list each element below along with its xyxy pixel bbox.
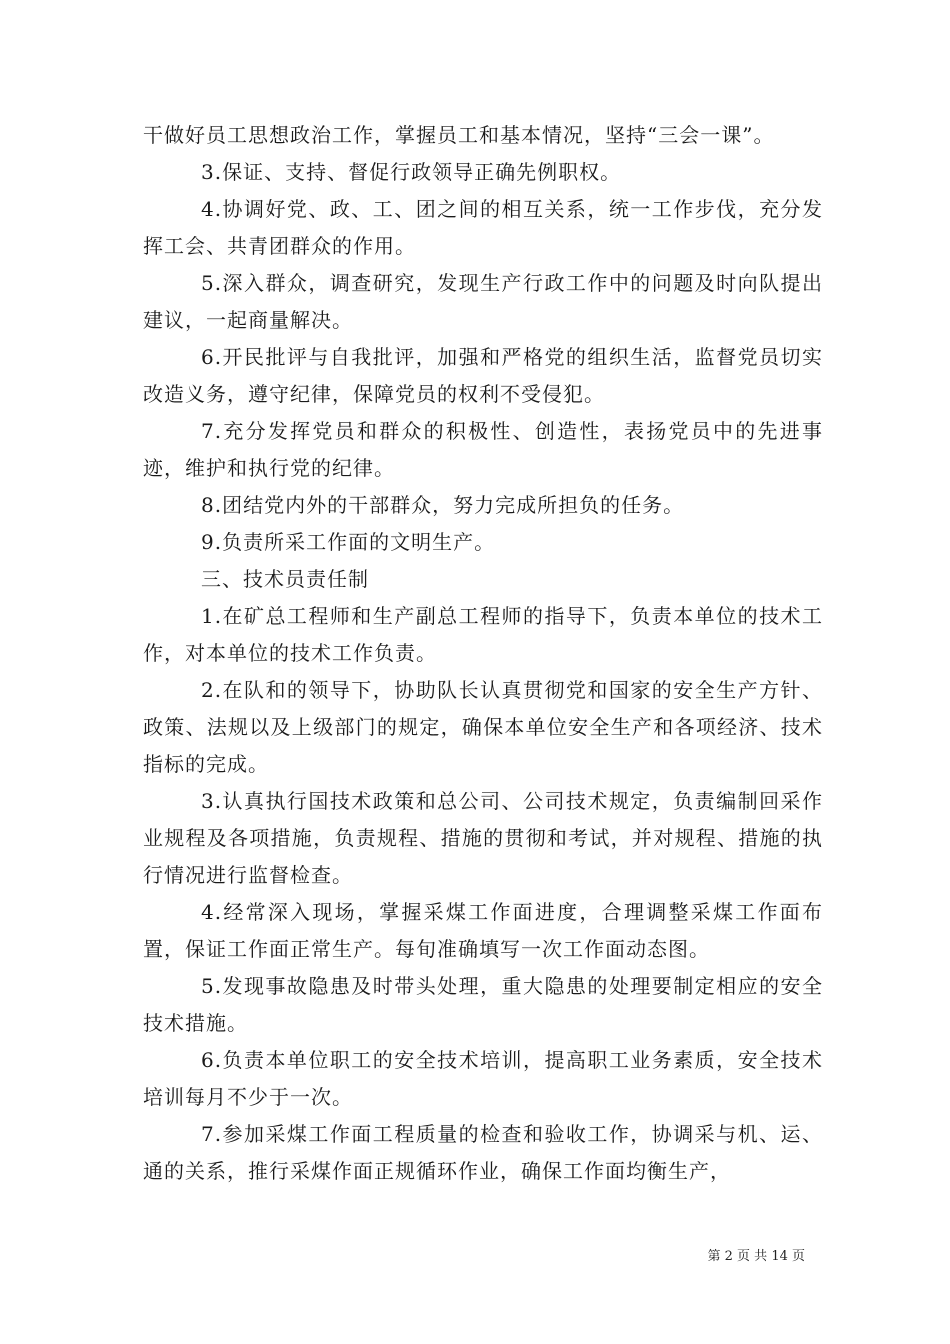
paragraph: 7.充分发挥党员和群众的积极性、创造性，表扬党员中的先进事迹，维护和执行党的纪律。: [143, 419, 823, 480]
paragraph: 1.在矿总工程师和生产副总工程师的指导下，负责本单位的技术工作，对本单位的技术工作负责。: [143, 604, 823, 665]
paragraph: 4.经常深入现场，掌握采煤工作面进度，合理调整采煤工作面布置，保证工作面正常生产。每旬准确填写一次工作面动态图。: [143, 900, 823, 961]
paragraph: 3.保证、支持、督促行政领导正确先例职权。: [201, 160, 622, 184]
paragraph: 6.开民批评与自我批评，加强和严格党的组织生活，监督党员切实改造义务，遵守纪律，保障党员的权利不受侵犯。: [143, 345, 823, 406]
paragraph: 9.负责所采工作面的文明生产。: [201, 530, 496, 554]
paragraph: 三、技术员责任制: [201, 567, 369, 591]
paragraph: 干做好员工思想政治工作，掌握员工和基本情况，坚持“三会一课”。: [143, 123, 775, 147]
paragraph: 4.协调好党、政、工、团之间的相互关系，统一工作步伐，充分发挥工会、共青团群众的作用。: [143, 197, 823, 258]
paragraph: 7.参加采煤工作面工程质量的检查和验收工作，协调采与机、运、通的关系，推行采煤作面正规循环作业，确保工作面均衡生产，: [143, 1122, 823, 1183]
paragraph: 2.在队和的领导下，协助队长认真贯彻党和国家的安全生产方针、政策、法规以及上级部门的规定，确保本单位安全生产和各项经济、技术指标的完成。: [143, 678, 823, 776]
document-body: [143, 117, 823, 1190]
paragraph: 5.发现事故隐患及时带头处理，重大隐患的处理要制定相应的安全技术措施。: [143, 974, 823, 1035]
page-footer: 第 2 页 共 14 页: [707, 1249, 805, 1264]
paragraph: 3.认真执行国技术政策和总公司、公司技术规定，负责编制回采作业规程及各项措施，负责规程、措施的贯彻和考试，并对规程、措施的执行情况进行监督检查。: [143, 789, 823, 887]
paragraph: 6.负责本单位职工的安全技术培训，提高职工业务素质，安全技术培训每月不少于一次。: [143, 1048, 823, 1109]
paragraph: 8.团结党内外的干部群众，努力完成所担负的任务。: [201, 493, 685, 517]
paragraph: 5.深入群众，调查研究，发现生产行政工作中的问题及时向队提出建议，一起商量解决。: [143, 271, 823, 332]
